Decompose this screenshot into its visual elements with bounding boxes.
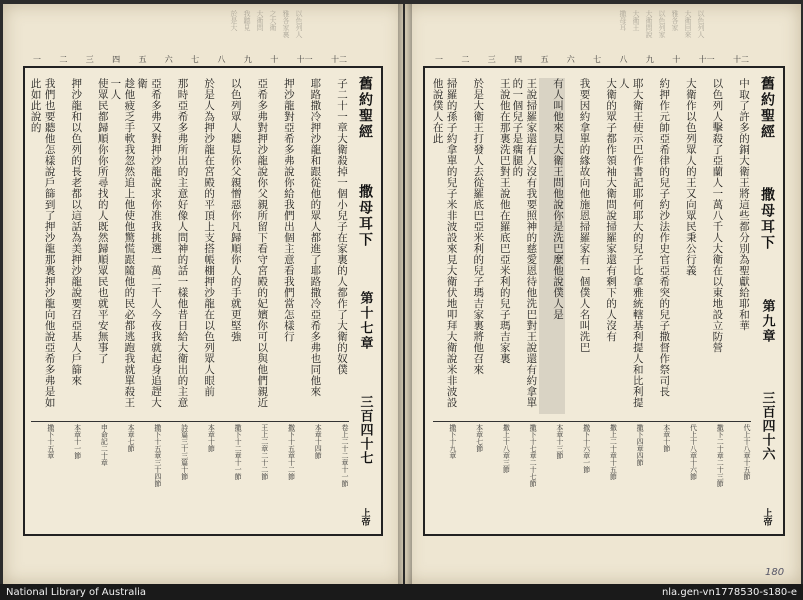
column-number: 五 [540, 55, 549, 64]
text-column: 王說他在那裏洗巴對王說他在羅底巴亞米利的兒子瑪吉家裏 [498, 78, 511, 364]
right-column-numbers [435, 54, 749, 66]
book-title: 舊約聖經 [357, 76, 373, 140]
text-column: 耶大衛王使示巴作書記耶何耶大的兒子比拿雅統轄基利提人和比利提人 [617, 78, 644, 408]
right-cross-references [433, 424, 751, 528]
column-number: 八 [217, 55, 226, 64]
left-column-numbers [33, 54, 347, 66]
column-number: 三 [85, 55, 94, 64]
cross-reference-note: 撒下十五章十二節 [287, 424, 296, 480]
column-number: 七 [593, 55, 602, 64]
text-column: 我要因約拿單的緣故向他施恩掃羅家有一個僕人名叫洗巴 [578, 78, 591, 353]
text-column: 大衛的眾子都作領袖大衛問說掃羅家還有剩下的人沒有 [605, 78, 618, 342]
text-column: 耶路撒冷押沙龍和跟從他的眾人都進了耶路撒冷亞希多弗也同他來 [309, 78, 322, 397]
cross-reference-note: 申命記二十章 [100, 424, 109, 466]
column-number: 十 [672, 55, 681, 64]
column-number: 二 [461, 55, 470, 64]
left-bleed-through [73, 10, 303, 58]
right-text-frame [423, 55, 785, 536]
text-column: 有人叫他來見大衛王問他說你是洗巴麼他說僕人是 [539, 78, 565, 414]
left-cross-references [31, 424, 349, 528]
cross-reference-note: 詩篇三十三篇十節 [180, 424, 189, 480]
chapter-label: 第十七章 [357, 291, 373, 351]
right-running-head [757, 76, 777, 526]
cross-reference-note: 代上十八章十五節 [743, 424, 751, 480]
right-bleed-through [465, 10, 705, 58]
text-column: 趁他疲乏手軟我忽然追上他使他驚慌跟隨他的民必都逃跑我就單殺王一人 [109, 78, 136, 408]
cross-reference-note: 撒下十五章 [46, 424, 55, 459]
bleed-text: 以色列人 [697, 10, 705, 38]
book-title: 舊約聖經 [759, 76, 775, 140]
left-page [3, 4, 403, 584]
library-credit: National Library of Australia [6, 586, 147, 598]
left-running-head [355, 76, 375, 526]
text-column: 以色列人擊殺了亞蘭人一萬八千人大衛在以東地設立防營 [711, 78, 724, 353]
scan-identifier: nla.gen-vn1778530-s180-e [661, 586, 797, 598]
column-number: 四 [112, 55, 121, 64]
text-column: 以色列眾人聽見你父親憎惡你凡歸順你人的手就更堅強 [229, 78, 242, 342]
bleed-text: 雅各家裏 [282, 10, 290, 38]
column-number: 十二 [732, 55, 749, 64]
cross-reference-note: 撒上十八章三節 [502, 424, 511, 473]
column-number: 五 [138, 55, 147, 64]
page-number: 三百四十七 [357, 394, 373, 465]
text-column: 子二十一章大衛殺掉一個小兒子在家裏的人都作了大衛的奴僕 [336, 78, 348, 375]
volume-label: 上帝 [359, 508, 370, 526]
bleed-text: 大衛問 [256, 10, 264, 31]
cross-reference-note: 本章十節 [662, 424, 671, 452]
right-page [405, 4, 801, 584]
column-number: 九 [243, 55, 252, 64]
bleed-text: 大衛回來 [684, 10, 692, 38]
column-number: 八 [619, 55, 628, 64]
text-column: 使眾民都歸順你你所尋找的人既然歸順眾民也就平安無事了 [96, 78, 109, 364]
bleed-text: 大衛問說 [645, 10, 653, 38]
bleed-text: 以色列家 [658, 10, 666, 38]
bleed-text: 我聽見 [243, 10, 251, 31]
cross-reference-note: 王上二章二十二節 [260, 424, 269, 480]
bleed-text: 於是大 [230, 10, 238, 31]
notes-divider [433, 421, 751, 422]
book-subtitle: 撒母耳下 [759, 187, 775, 252]
volume-label: 上帝 [761, 508, 772, 526]
column-number: 九 [645, 55, 654, 64]
bleed-text: 撒母耳 [619, 10, 627, 31]
text-column: 於是大衛王打發人去從羅底巴亞米利的兒子瑪吉家裏將他召來 [472, 78, 485, 375]
cross-reference-note: 本章十四節 [314, 424, 323, 459]
cross-reference-note: 撒下十五章三十四節 [153, 424, 162, 487]
bleed-text: 雅各家 [671, 10, 679, 31]
left-text-frame [23, 55, 383, 536]
text-column: 押沙龍對亞希多弗說你給我們出個主意看我們當怎樣行 [282, 78, 295, 342]
notes-divider [31, 421, 349, 422]
column-number: 一 [435, 55, 443, 64]
left-main-text [31, 78, 349, 414]
page-number: 三百四十六 [759, 390, 775, 461]
text-column: 掃羅的孫子約拿單的兒子米非波設來見大衛伏地叩拜大衛說米非波設他說僕人在此 [431, 78, 458, 408]
text-column: 約押作元帥亞希律的兒子約沙法作史官亞希突的兒子撒督作祭司長 [658, 78, 671, 397]
cross-reference-note: 本章十一節 [73, 424, 82, 459]
cross-reference-note: 撒下十七章二十七節 [529, 424, 538, 487]
cross-reference-note: 本章十三節 [555, 424, 564, 459]
column-number: 十 [270, 55, 279, 64]
text-column: 我們也要聽他怎樣說戶篩到了押沙龍那裏押沙龍向他說亞希多弗是如此如此說的 [29, 78, 56, 408]
cross-reference-note: 卷上二十二章十一節 [341, 424, 349, 487]
cross-reference-note: 撒上二十章十五節 [609, 424, 618, 480]
cross-reference-note: 撒下十九章 [448, 424, 457, 459]
cross-reference-note: 本章十節 [207, 424, 216, 452]
book-gutter [398, 4, 412, 584]
cross-reference-note: 撒下四章四節 [636, 424, 645, 466]
cross-reference-note: 撒下二十章二十三節 [716, 424, 725, 487]
scan-footer [0, 584, 803, 600]
book-subtitle: 撒母耳下 [357, 183, 373, 248]
chapter-label: 第九章 [759, 298, 775, 344]
text-column: 王說掃羅家還有人沒有我要照神的慈愛恩待他洗巴對王說還有約拿單的一個兒子是瘸腿的 [511, 78, 538, 408]
cross-reference-note: 本章七節 [475, 424, 484, 452]
column-number: 四 [514, 55, 523, 64]
text-column: 中取了許多的銅大衛王將這些都分別為聖獻給耶和華 [738, 78, 750, 331]
column-number: 十一 [698, 55, 715, 64]
cross-reference-note: 撒下十二章十一節 [234, 424, 243, 480]
text-column: 押沙龍和以色列的長老都以這話為美押沙龍說要召亞基人戶篩來 [70, 78, 83, 386]
column-number: 二 [59, 55, 68, 64]
cross-reference-note: 代上十八章十六節 [689, 424, 698, 480]
bleed-text: 大衛王 [632, 10, 640, 31]
text-column: 亞希多弗對押沙龍說你父親所留下看守宮殿的妃嬪你可以與他們親近 [256, 78, 269, 408]
bleed-text: 以色列人 [295, 10, 303, 38]
right-main-text [433, 78, 751, 414]
column-number: 七 [191, 55, 200, 64]
text-column: 那時亞希多弗所出的主意好像人問神的話一樣他昔日給大衛出的主意 [176, 78, 189, 408]
pencil-page-mark: 180 [765, 567, 785, 578]
column-number: 三 [487, 55, 496, 64]
bleed-text: 之大衛 [269, 10, 277, 31]
text-column: 大衛作以色列眾人的王又向眾民秉公行義 [684, 78, 697, 276]
column-number: 十二 [330, 55, 347, 64]
text-column: 亞希多弗又對押沙龍說求你准我挑選一萬二千人今夜我就起身追趕大衛 [135, 78, 162, 408]
cross-reference-note: 撒下十六章一節 [582, 424, 591, 473]
column-number: 六 [164, 55, 173, 64]
text-column: 於是人為押沙龍在宮殿的平頂上支搭帳棚押沙龍在以色列眾人眼前 [203, 78, 216, 397]
cross-reference-note: 本章七節 [127, 424, 136, 452]
column-number: 十一 [296, 55, 313, 64]
column-number: 一 [33, 55, 41, 64]
column-number: 六 [566, 55, 575, 64]
